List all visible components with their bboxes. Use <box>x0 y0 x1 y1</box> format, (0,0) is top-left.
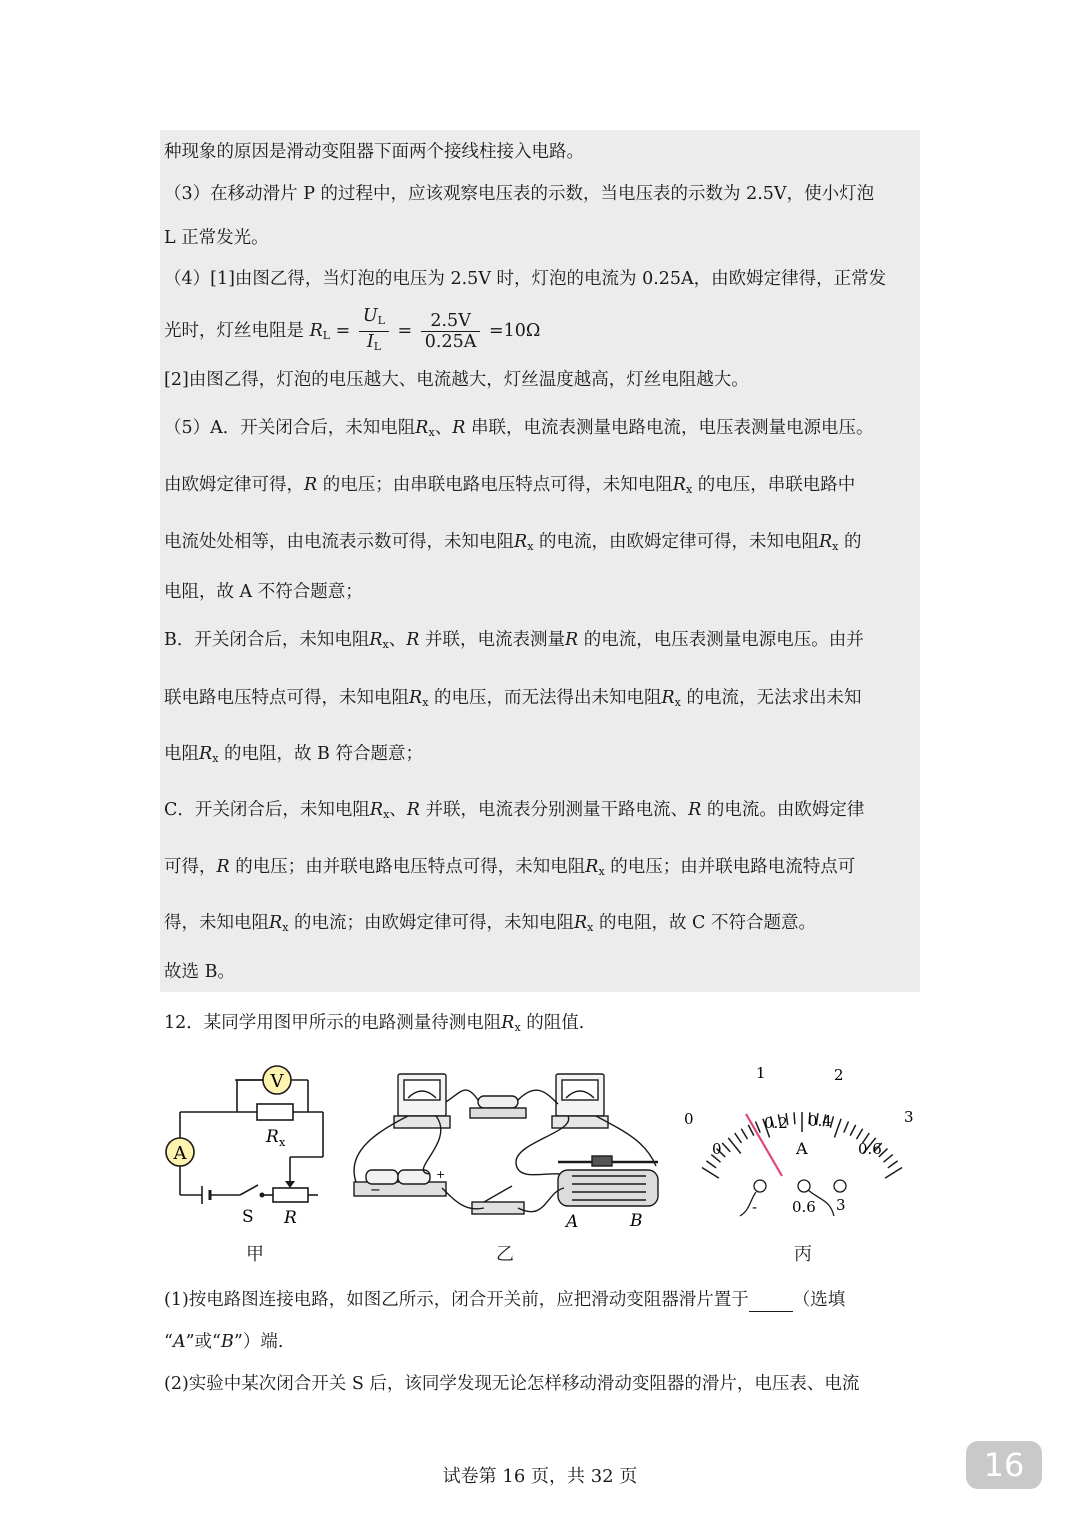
answer-line-17: 故选 B。 <box>164 962 235 982</box>
top-scale-2: 2 <box>834 1066 844 1084</box>
answer-line-9: 电流处处相等，由电流表示数可得，未知电阻$R_x$ 的电流，由欧姆定律可得，未知电阻$R_x$ 的 <box>164 532 862 553</box>
switch-label: S <box>242 1207 254 1227</box>
terminal-0-6-label: 0.6 <box>792 1198 816 1216</box>
ammeter-label: A <box>173 1143 187 1164</box>
rheostat-end-a-label: A <box>566 1212 579 1232</box>
top-scale-0: 0 <box>684 1110 694 1128</box>
bottom-scale-0-6: 0.6 <box>858 1140 882 1158</box>
answer-line-14: C．开关闭合后，未知电阻$R_x$、R 并联，电流表分别测量干路电流、R 的电流。由欧姆定律 <box>164 800 865 821</box>
answer-line-10: 电阻，故 A 不符合题意； <box>164 582 363 602</box>
rx-sub-label: x <box>279 1136 286 1149</box>
answer-line-16: 得，未知电阻$R_x$ 的电流；由欧姆定律可得，未知电阻$R_x$ 的电阻，故 C 不符合题意。 <box>164 913 816 934</box>
bottom-scale-0-2: 0.2 <box>764 1114 788 1132</box>
dial-tick <box>735 1133 742 1143</box>
answer-line-12: 联电路电压特点可得，未知电阻$R_x$ 的电压，而无法得出未知电阻$R_x$ 的电流，无法求出未知 <box>164 688 862 709</box>
figure-jia-circuit <box>160 1060 330 1235</box>
answer-line-3: L 正常发光。 <box>164 228 269 248</box>
top-scale-1: 1 <box>756 1064 766 1082</box>
dial-tick <box>741 1129 747 1139</box>
answer-line-6: [2]由图乙得，灯泡的电压越大、电流越大，灯丝温度越高，灯丝电阻越大。 <box>164 370 749 390</box>
bottom-scale-0: 0 <box>712 1140 722 1158</box>
answer-line-2: （3）在移动滑片 P 的过程中，应该观察电压表的示数，当电压表的示数为 2.5V，使小灯泡 <box>164 184 875 204</box>
bottom-scale-0-4: 0.4 <box>808 1112 832 1130</box>
caption-bing: 丙 <box>794 1244 812 1265</box>
voltmeter-label: V <box>270 1071 284 1092</box>
rheostat-end-b-label: B <box>630 1211 643 1231</box>
answer-line-4: （4）[1]由图乙得，当灯泡的电压为 2.5V 时，灯泡的电流为 0.25A，由欧姆定律得，正常发 <box>164 269 887 289</box>
dial-tick <box>884 1155 893 1163</box>
answer-line-13: 电阻$R_x$ 的电阻，故 B 符合题意； <box>164 744 423 765</box>
top-scale-3: 3 <box>904 1108 914 1126</box>
answer-line-11: B．开关闭合后，未知电阻$R_x$、R 并联，电流表测量R 的电流，电压表测量电源电压。由并 <box>164 630 864 651</box>
rx-label: R <box>266 1127 279 1147</box>
dial-tick <box>885 1168 902 1179</box>
dial-tick <box>888 1161 898 1168</box>
caption-jia: 甲 <box>246 1244 264 1265</box>
figure-yi-apparatus <box>346 1062 676 1237</box>
fraction-values: $\frac{2.5V}{0.25A}$ <box>421 311 481 352</box>
answer-blank[interactable] <box>749 1293 793 1312</box>
answer-line-5: 光时，灯丝电阻是 $R_L$ = $\frac{U_L}{I_L}$ = $\frac{2.5V}{0.25A}$ =10Ω <box>164 306 540 357</box>
dial-tick <box>857 1129 863 1139</box>
answer-line-15: 可得，R 的电压；由并联电路电压特点可得，未知电阻$R_x$ 的电压；由并联电路电流特点可 <box>164 857 856 878</box>
fraction-ul-il: $\frac{U_L}{I_L}$ <box>359 306 389 357</box>
page-footer: 试卷第 16 页，共 32 页 <box>442 1466 638 1487</box>
terminal-minus-label: - <box>752 1198 758 1216</box>
dial-tick <box>722 1143 730 1152</box>
terminal-3-label: 3 <box>836 1196 846 1214</box>
question-12-part-2: (2)实验中某次闭合开关 S 后，该同学发现无论怎样移动滑动变阻器的滑片，电压表、电流 <box>164 1374 860 1394</box>
dial-unit-label: A <box>796 1139 808 1158</box>
dial-tick <box>702 1168 719 1179</box>
caption-yi: 乙 <box>496 1244 514 1265</box>
page-number-badge: 16 <box>966 1441 1042 1489</box>
question-12-part-1-line-2: “A”或“B”）端. <box>164 1332 284 1352</box>
dial-tick <box>850 1125 856 1136</box>
dial-tick <box>706 1161 716 1168</box>
question-12-part-1-line-1: (1)按电路图连接电路，如图乙所示，闭合开关前，应把滑动变阻器滑片置于 （选填 <box>164 1290 846 1310</box>
dial-tick <box>794 1112 795 1124</box>
answer-line-7: （5）A．开关闭合后，未知电阻$R_x$、R 串联，电流表测量电路电流，电压表测量电源电压。 <box>164 418 874 439</box>
answer-line-1: 种现象的原因是滑动变阻器下面两个接线柱接入电路。 <box>164 142 584 162</box>
dial-tick <box>844 1122 849 1133</box>
answer-line-8: 由欧姆定律可得，R 的电压；由串联电路电压特点可得，未知电阻$R_x$ 的电压，串联电路中 <box>164 475 856 496</box>
battery-minus-label: − <box>370 1183 381 1198</box>
figure-bing-ammeter-dial <box>680 1060 920 1235</box>
rheostat-label: R <box>284 1208 297 1228</box>
dial-tick <box>834 1119 841 1138</box>
battery-plus-label: + <box>436 1168 446 1181</box>
question-12-stem: 12．某同学用图甲所示的电路测量待测电阻$R_x$ 的阻值. <box>164 1013 585 1034</box>
